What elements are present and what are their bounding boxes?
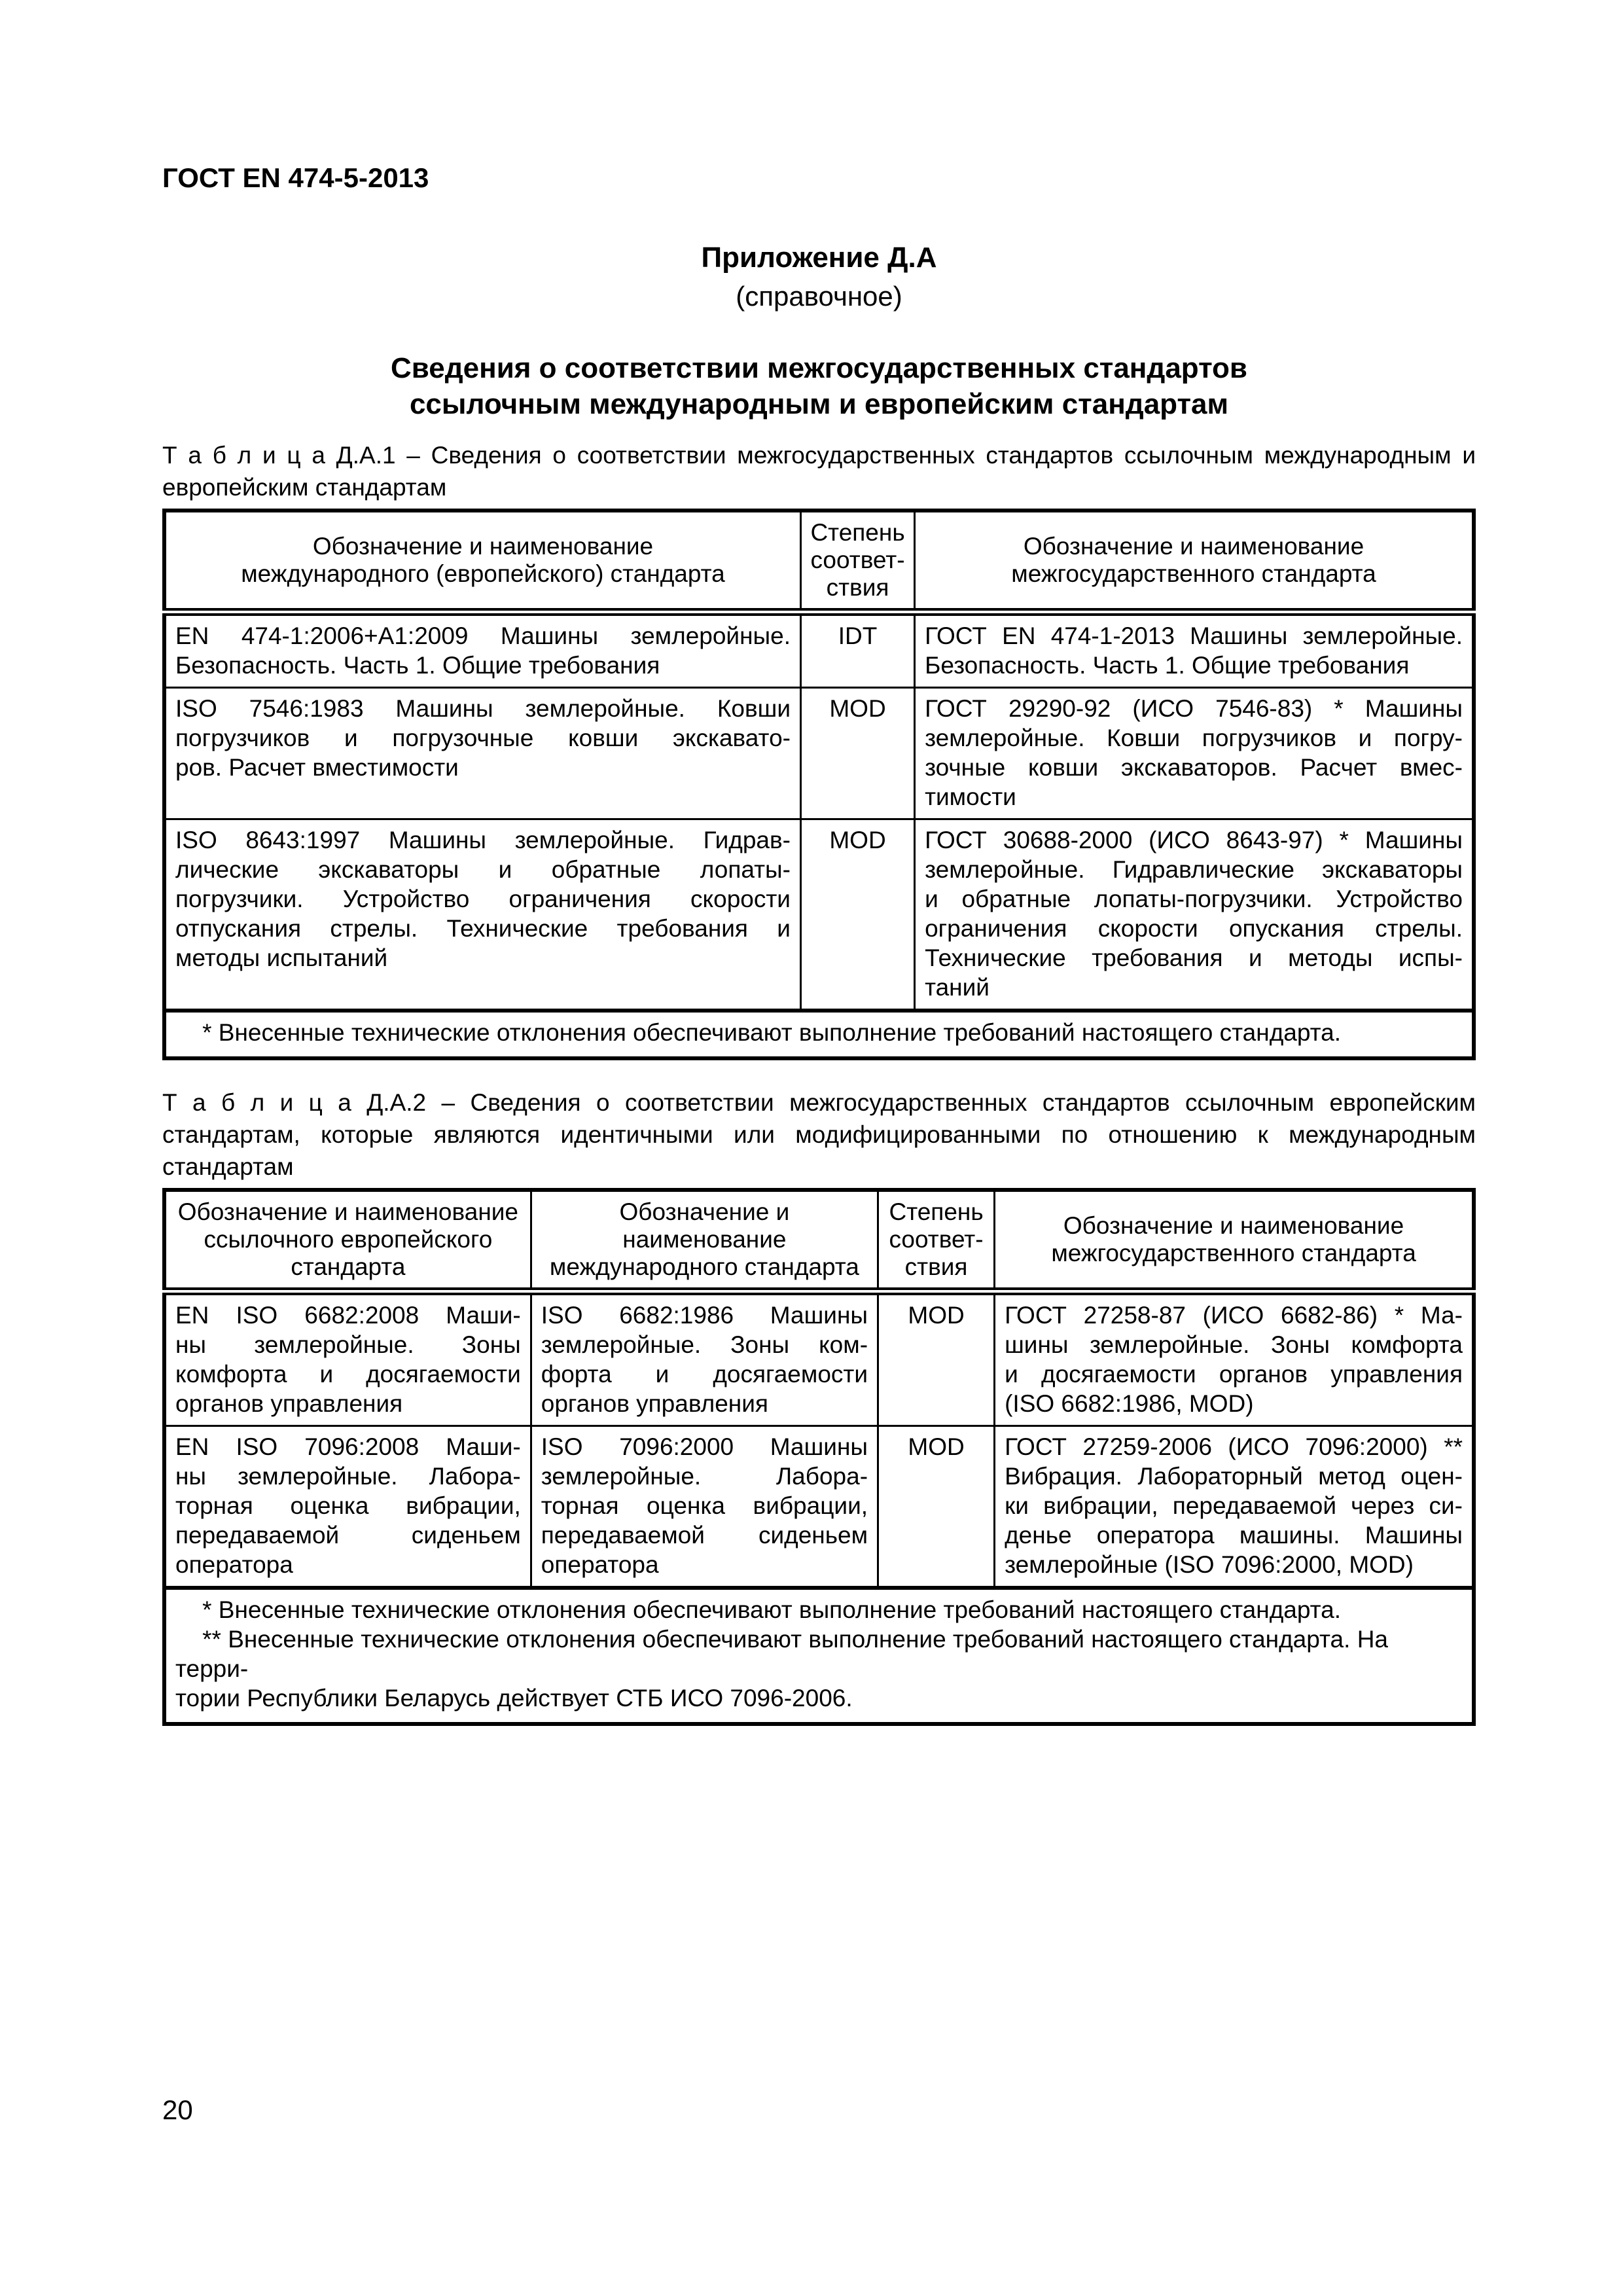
table1-row3-international: ISO 8643:1997 Машины землеройные. Гидрав- лические экскаваторы и обратные лопаты- погрузчики. Устройство ограничения скорости отпускания стрелы. Технические требования и методы испытаний: [164, 819, 800, 1011]
table2-header-interstate: Обозначение и наименование межгосударственного стандарта: [995, 1190, 1474, 1291]
table1-row2-international: ISO 7546:1983 Машины землеройные. Ковши погрузчиков и погрузочные ковши экскавато- ров. Расчет вместимости: [164, 688, 800, 819]
appendix-label: Приложение Д.А: [701, 242, 937, 274]
table1-row2-interstate: ГОСТ 29290-92 (ИСО 7546-83) * Машины землеройные. Ковши погрузчиков и погру- зочные ковши экскаваторов. Расчет вмес- тимости: [915, 688, 1474, 819]
table2-footnote-row: [164, 1588, 1474, 1724]
page-number: 20: [162, 2094, 193, 2125]
appendix-type: (справочное): [736, 281, 902, 312]
table2-caption: Т а б л и ц а Д.А.2 – Сведения о соответствии межгосударственных стандартов ссылочным европейским стандартам, которые являются идентичными или модифицированными по отношению к международным стандартам: [162, 1089, 1476, 1180]
table1-header-degree: Степень соответ- ствия: [800, 511, 914, 612]
table1-footnote-row: [164, 1011, 1474, 1058]
table2-row2-interstate: ГОСТ 27259-2006 (ИСО 7096:2000) ** Вибрация. Лабораторный метод оцен- ки вибрации, передаваемой через си- денье оператора машины. Машины землеройные (ISO 7096:2000, MOD): [995, 1426, 1474, 1588]
table1-row1-degree: IDT: [800, 612, 914, 688]
table1-row3-degree: MOD: [800, 819, 914, 1011]
table2-header-international: Обозначение и наименование международного стандарта: [531, 1190, 878, 1291]
table1-row3-interstate: ГОСТ 30688-2000 (ИСО 8643-97) * Машины землеройные. Гидравлические экскаваторы и обратные лопаты-погрузчики. Устройство ограничения скорости опускания стрелы. Технические требования и методы испы- таний: [915, 819, 1474, 1011]
table2-header-degree: Степень соответ- ствия: [878, 1190, 995, 1291]
table1-caption: Т а б л и ц а Д.А.1 – Сведения о соответствии межгосударственных стандартов ссылочным международным и европейским стандартам: [162, 442, 1476, 501]
table2-row1-degree: MOD: [878, 1291, 995, 1426]
table2-row2-international: ISO 7096:2000 Машины землеройные. Лабора- торная оценка вибрации, передаваемой сиденьем оператора: [531, 1426, 878, 1588]
table1-row-2: [164, 688, 1474, 819]
table1-row-1: [164, 612, 1474, 688]
table1-row2-degree: MOD: [800, 688, 914, 819]
table2-header-row: [164, 1190, 1474, 1291]
table2-row2-degree: MOD: [878, 1426, 995, 1588]
doc-code: ГОСТ EN 474-5-2013: [162, 162, 429, 193]
table2-row2-european: EN ISO 7096:2008 Маши- ны землеройные. Лабора- торная оценка вибрации, передаваемой сиденьем оператора: [164, 1426, 531, 1588]
table1-row1-international: EN 474-1:2006+A1:2009 Машины землеройные. Безопасность. Часть 1. Общие требования: [164, 612, 800, 688]
table2-header-european: Обозначение и наименование ссылочного европейского стандарта: [164, 1190, 531, 1291]
table-da2: [162, 1188, 1476, 1726]
table-da1: [162, 509, 1476, 1060]
table1-row-3: [164, 819, 1474, 1011]
table1-footnote: * Внесенные технические отклонения обеспечивают выполнение требований настоящего стандарта.: [164, 1011, 1474, 1058]
table2-row-2: [164, 1426, 1474, 1588]
table1-header-interstate: Обозначение и наименование межгосударственного стандарта: [915, 511, 1474, 612]
table1-header-row: [164, 511, 1474, 612]
table1-header-international: Обозначение и наименование международного (европейского) стандарта: [164, 511, 800, 612]
table2-row-1: [164, 1291, 1474, 1426]
table2-footnotes: * Внесенные технические отклонения обеспечивают выполнение требований настоящего стандарта. ** Внесенные технические отклонения обеспечивают выполнение требований настоящего стандарта. На терри- тории Республики Беларусь действует СТБ ИСО 7096-2006.: [164, 1588, 1474, 1724]
document-title: Сведения о соответствии межгосударственных стандартов ссылочным международным и европейским стандартам: [391, 352, 1247, 420]
table2-row1-european: EN ISO 6682:2008 Маши- ны землеройные. Зоны комфорта и досягаемости органов управления: [164, 1291, 531, 1426]
table2-row1-interstate: ГОСТ 27258-87 (ИСО 6682-86) * Ма- шины землеройные. Зоны комфорта и досягаемости органов управления (ISO 6682:1986, MOD): [995, 1291, 1474, 1426]
table2-row1-international: ISO 6682:1986 Машины землеройные. Зоны ком- форта и досягаемости органов управления: [531, 1291, 878, 1426]
table1-row1-interstate: ГОСТ EN 474-1-2013 Машины землеройные. Безопасность. Часть 1. Общие требования: [915, 612, 1474, 688]
